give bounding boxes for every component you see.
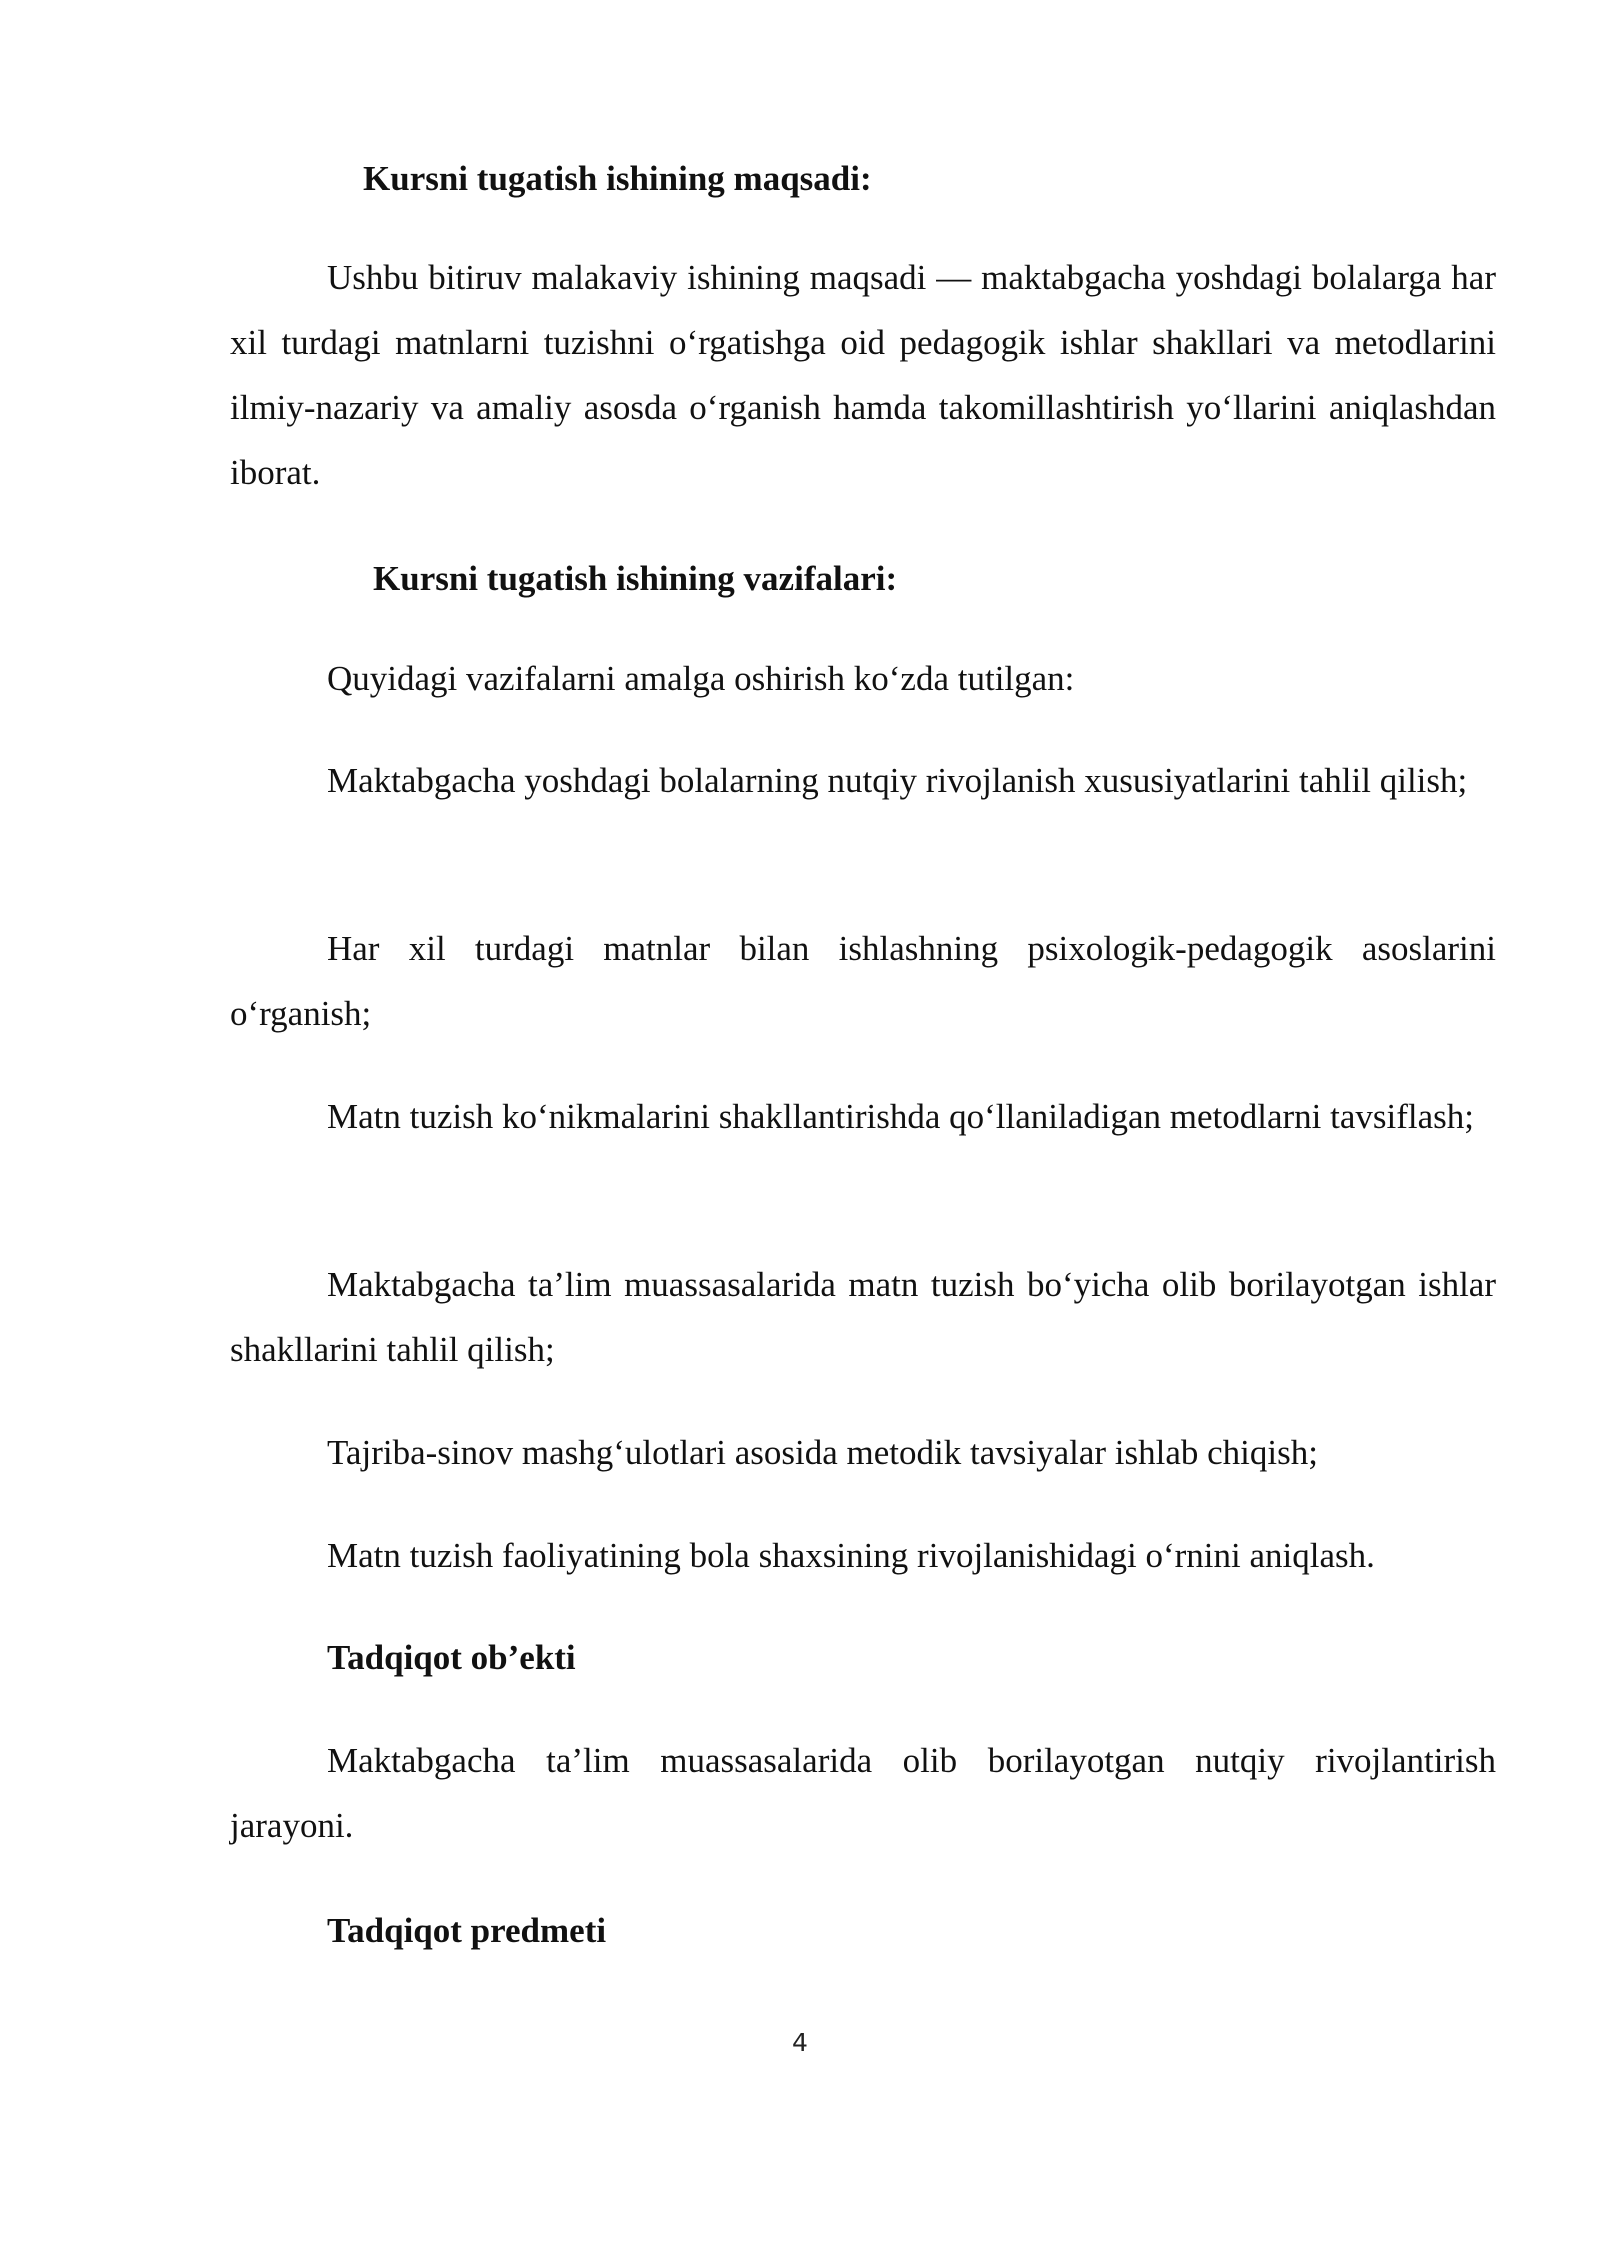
- page-number: 4: [792, 2028, 808, 2057]
- goal-paragraph: Ushbu bitiruv malakaviy ishining maqsadi — maktabgacha yoshdagi bolalarga har xil turdagi matnlarni tuzishni o‘rgatishga oid pedagogik ishlar shakllari va metodlarini ilmiy-nazariy va amaliy asosda o‘rganish hamda takomillashtirish yo‘llarini aniqlashdan iborat.: [230, 258, 1496, 492]
- task-item-2: Har xil turdagi matnlar bilan ishlashning psixologik-pedagogik asoslarini o‘rganish;: [230, 929, 1496, 1033]
- heading-goal: Kursni tugatish ishining maqsadi:: [363, 159, 872, 198]
- object-paragraph: Maktabgacha ta’lim muassasalarida olib borilayotgan nutqiy rivojlantirish jarayoni.: [230, 1741, 1496, 1845]
- tasks-intro: Quyidagi vazifalarni amalga oshirish ko‘zda tutilgan:: [327, 659, 1075, 698]
- task-item-3: Matn tuzish ko‘nikmalarini shakllantirishda qo‘llaniladigan metodlarni tavsiflash;: [327, 1097, 1474, 1136]
- heading-subject: Tadqiqot predmeti: [327, 1911, 607, 1950]
- task-item-1: Maktabgacha yoshdagi bolalarning nutqiy rivojlanish xususiyatlarini tahlil qilish;: [327, 761, 1468, 800]
- heading-tasks: Kursni tugatish ishining vazifalari:: [373, 559, 898, 598]
- task-item-4: Maktabgacha ta’lim muassasalarida matn tuzish bo‘yicha olib borilayotgan ishlar shakllarini tahlil qilish;: [230, 1265, 1496, 1369]
- task-item-5: Tajriba-sinov mashg‘ulotlari asosida metodik tavsiyalar ishlab chiqish;: [327, 1433, 1318, 1472]
- heading-object: Tadqiqot ob’ekti: [327, 1638, 576, 1677]
- task-item-6: Matn tuzish faoliyatining bola shaxsining rivojlanishidagi o‘rnini aniqlash.: [327, 1536, 1375, 1575]
